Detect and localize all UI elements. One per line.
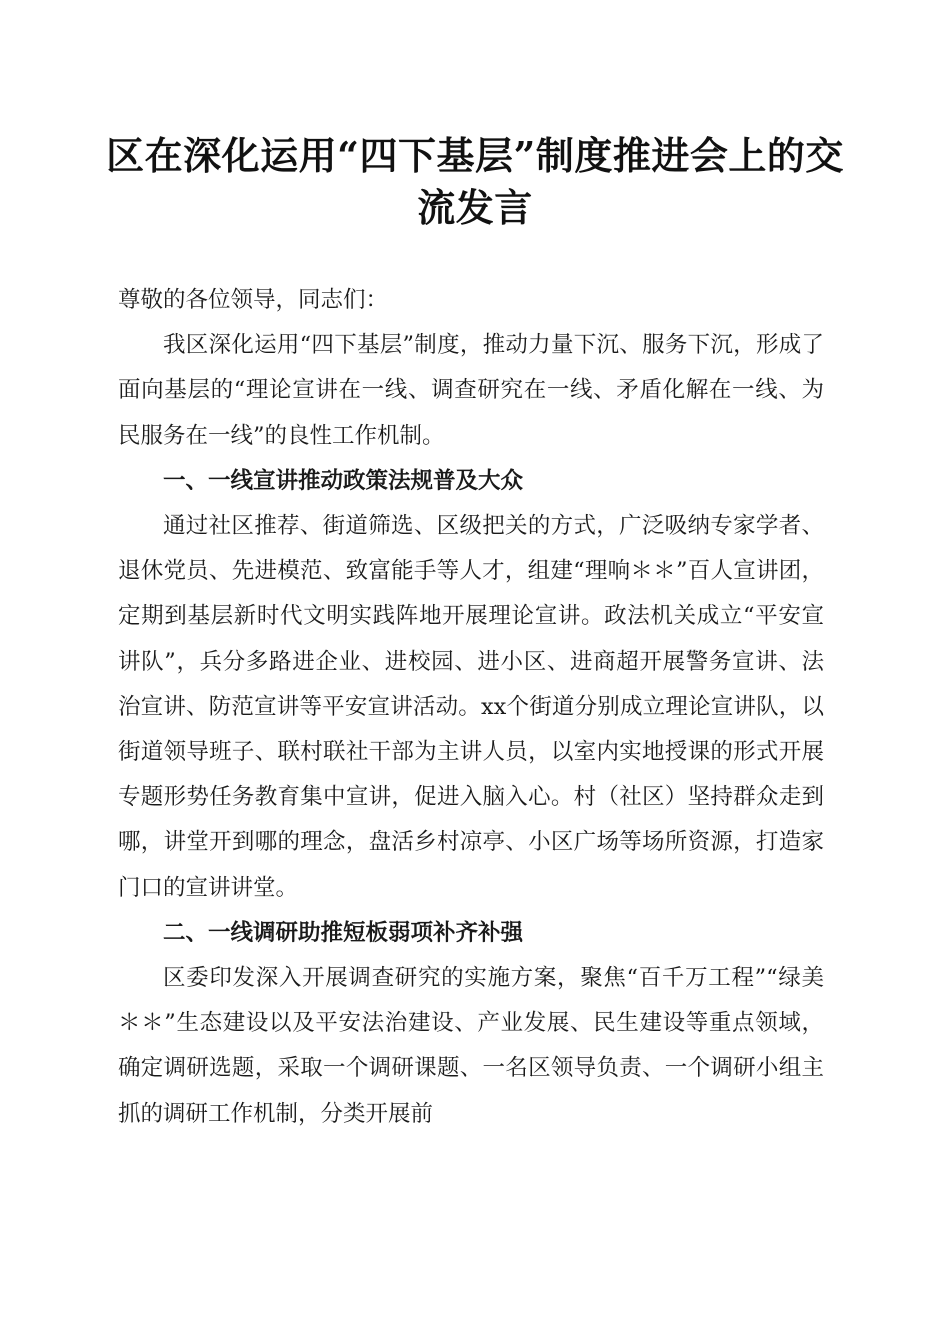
section-heading: 一、一线宣讲推动政策法规普及大众	[163, 467, 524, 494]
section-paragraph: 通过社区推荐、街道筛选、区级把关的方式，广泛吸纳专家学者、退休党员、先进模范、致富能手等人才，组建“理响＊＊”百人宣讲团，定期到基层新时代文明实践阵地开展理论宣讲。政法机关成立“平安宣讲队”，兵分多路进企业、进校园、进小区、进商超开展警务宣讲、法治宣讲、防范宣讲等平安宣讲活动。xx个街道分别成立理论宣讲队，以街道领导班子、联村联社干部为主讲人员，以室内实地授课的形式开展专题形势任务教育集中宣讲，促进入脑入心。村（社区）坚持群众走到哪，讲堂开到哪的理念，盘活乡村凉亭、小区广场等场所资源，打造家门口的宣讲讲堂。	[118, 513, 824, 901]
document-body	[118, 278, 824, 1137]
intro-paragraph: 我区深化运用“四下基层”制度，推动力量下沉、服务下沉，形成了面向基层的“理论宣讲在一线、调查研究在一线、矛盾化解在一线、为民服务在一线”的良性工作机制。	[118, 332, 824, 449]
section-paragraph: 区委印发深入开展调查研究的实施方案，聚焦“百千万工程”“绿美＊＊”生态建设以及平安法治建设、产业发展、民生建设等重点领域，确定调研选题，采取一个调研课题、一名区领导负责、一个调研小组主抓的调研工作机制，分类开展前	[118, 965, 824, 1127]
section-heading: 二、一线调研助推短板弱项补齐补强	[163, 919, 524, 946]
salutation: 尊敬的各位领导，同志们：	[118, 287, 389, 313]
document-title: 区在深化运用“四下基层”制度推进会上的交流发言	[106, 133, 844, 230]
